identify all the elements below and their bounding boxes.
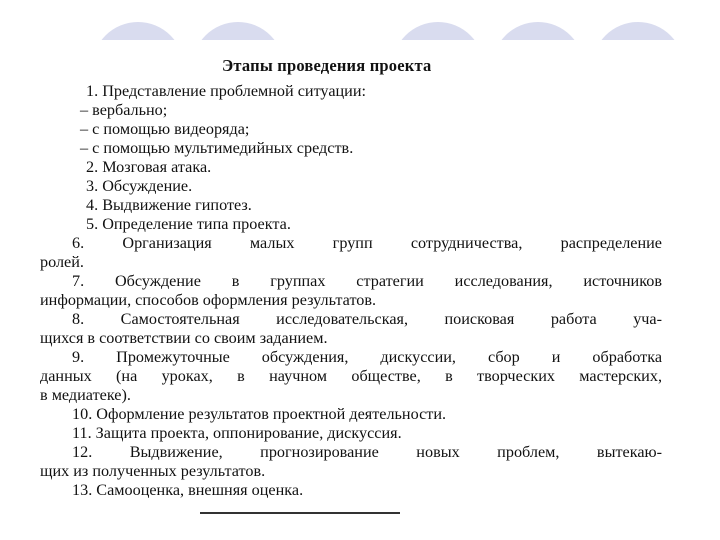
text-line: 4. Выдвижение гипотез. [86, 196, 252, 214]
text-line: в медиатеке). [40, 386, 131, 404]
text-line: щих из полученных результатов. [40, 462, 266, 480]
text-line: данных (на уроках, в научном обществе, в творческих мастерских, [40, 367, 662, 385]
text-line: 7. Обсуждение в группах стратегии исследования, источников [72, 272, 662, 290]
text-line: – с помощью мультимедийных средств. [80, 139, 354, 157]
text-line: щихся в соответствии со своим заданием. [40, 329, 328, 347]
text-line: 6. Организация малых групп сотрудничества, распределение [72, 234, 662, 252]
document-title: Этапы проведения проекта [222, 56, 432, 75]
text-line: 1. Представление проблемной ситуации: [86, 82, 366, 100]
document-page [40, 40, 690, 510]
text-line: 2. Мозговая атака. [86, 158, 212, 176]
text-line: информации, способов оформления результатов. [40, 291, 377, 309]
text-line: – вербально; [80, 101, 168, 119]
text-line: 5. Определение типа проекта. [86, 215, 291, 233]
text-line: 8. Самостоятельная исследовательская, поисковая работа уча- [72, 310, 662, 328]
text-line: 10. Оформление результатов проектной деятельности. [72, 405, 447, 423]
text-line: – с помощью видеоряда; [80, 120, 250, 138]
text-line: 9. Промежуточные обсуждения, дискуссии, сбор и обработка [72, 348, 662, 366]
text-line: ролей. [40, 253, 84, 271]
cut-off-line [200, 512, 400, 518]
text-line: 11. Защита проекта, оппонирование, дискуссия. [72, 424, 402, 442]
text-line: 12. Выдвижение, прогнозирование новых проблем, вытекаю- [72, 443, 662, 461]
text-line: 13. Самооценка, внешняя оценка. [72, 481, 304, 499]
text-line: 3. Обсуждение. [86, 177, 193, 195]
